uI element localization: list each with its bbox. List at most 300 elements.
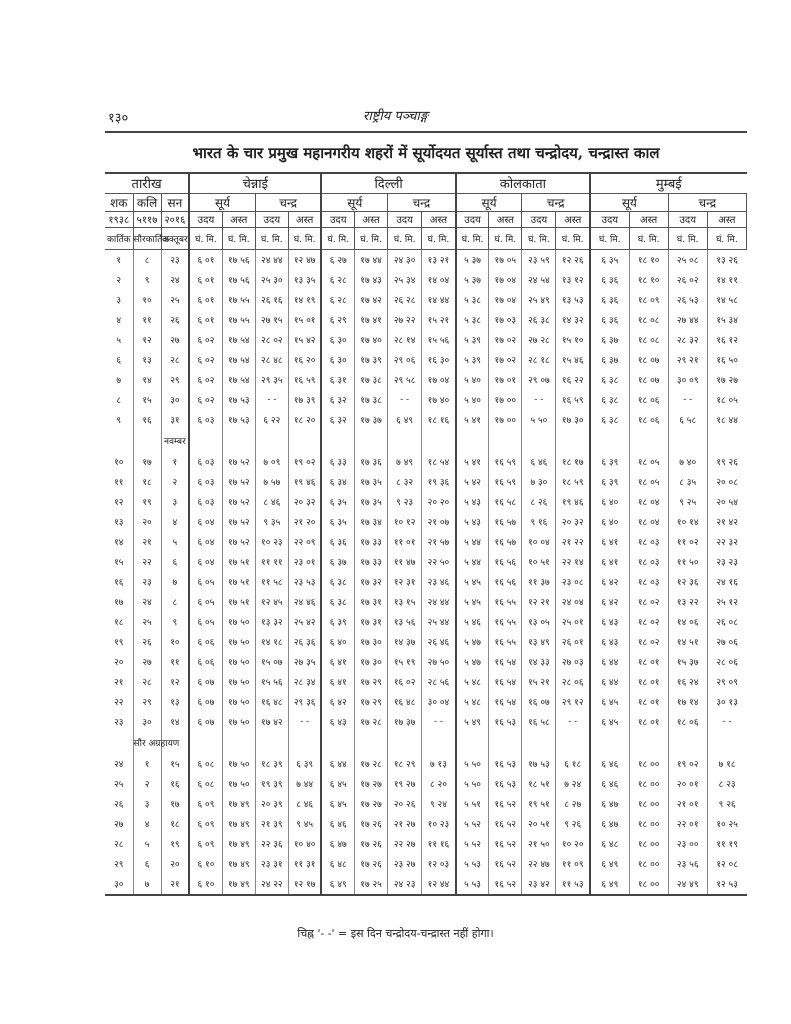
table-cell: १२ २१ — [522, 592, 556, 612]
table-cell: २१ ५७ — [422, 532, 456, 552]
table-cell: ६ २८ — [321, 290, 354, 310]
table-cell: १७ — [133, 452, 161, 472]
table-cell: १६ २० — [288, 350, 321, 370]
table-cell: १७ २७ — [355, 774, 388, 794]
table-cell: ६ ०७ — [189, 672, 222, 692]
table-cell: २९ ३५ — [255, 370, 288, 390]
table-cell: ६ ३५ — [321, 512, 354, 532]
table-cell: १७ ५५ — [222, 310, 255, 330]
table-cell: ६ ४८ — [321, 854, 354, 874]
table-cell: १७ — [161, 794, 189, 814]
table-cell: २१ ५० — [522, 834, 556, 854]
table-row — [105, 452, 747, 472]
table-cell: ६ ०९ — [189, 814, 222, 834]
table-cell: ६ ०४ — [189, 552, 222, 572]
table-cell: १८ ३९ — [255, 754, 288, 774]
table-cell: २९ ०६ — [388, 350, 422, 370]
table-cell: ६ ४५ — [590, 692, 629, 712]
table-cell: २४ — [133, 592, 161, 612]
table-row — [105, 410, 747, 430]
table-cell: ६ ४२ — [321, 692, 354, 712]
table-cell: २८ — [114, 840, 124, 850]
table-cell: १८ ०७ — [629, 350, 668, 370]
table-cell: १७ ४२ — [355, 290, 388, 310]
table-cell: १३ ३५ — [288, 270, 321, 290]
table-cell: ११ ०९ — [556, 854, 590, 874]
table-cell: ११ १९ — [707, 834, 746, 854]
table-cell: २६ ०८ — [707, 612, 746, 632]
table-cell: २५ ०१ — [556, 612, 590, 632]
table-cell: २७ १५ — [255, 310, 288, 330]
table-cell: ६ १८ — [556, 754, 590, 774]
table-cell: ९ २४ — [422, 794, 456, 814]
footnote: चिह्न '- -' = इस दिन चन्द्रोदय-चन्द्रास्त नहीं होगा। — [297, 927, 494, 940]
table-row — [105, 270, 747, 290]
table-cell: २६ ०२ — [668, 270, 707, 290]
unit-label: घं. मि. — [222, 227, 255, 249]
table-cell: १६ — [114, 578, 124, 588]
table-cell: २५ ०८ — [668, 249, 707, 270]
table-cell: १० २३ — [255, 532, 288, 552]
table-cell: ८ ४६ — [288, 794, 321, 814]
table-cell: २० ३२ — [556, 512, 590, 532]
table-cell: ६ २२ — [255, 410, 288, 430]
table-cell: १६ ५९ — [288, 370, 321, 390]
table-cell: १४ ०६ — [668, 612, 707, 632]
table-cell: ९ ३५ — [255, 512, 288, 532]
table-cell: ६ ०३ — [189, 452, 222, 472]
table-cell: ६ — [161, 552, 189, 572]
table-cell: २१ ०१ — [668, 794, 707, 814]
table-row — [105, 592, 747, 612]
table-cell: २६ ३६ — [288, 632, 321, 652]
delhi-moon-set-header: अस्त — [422, 211, 456, 227]
table-cell: १७ ३१ — [355, 612, 388, 632]
table-cell: १७ ५१ — [222, 592, 255, 612]
unit-label: घं. मि. — [629, 227, 668, 249]
table-cell: १६ — [133, 410, 161, 430]
table-cell: १७ २९ — [355, 692, 388, 712]
table-cell: ६ ३८ — [321, 572, 354, 592]
table-cell: १४ — [114, 538, 124, 548]
table-cell: २० ३२ — [288, 492, 321, 512]
table-cell: १७ ०४ — [489, 270, 522, 290]
table-cell: ६ ३८ — [590, 390, 629, 410]
table-cell: ७ १८ — [707, 754, 746, 774]
table-cell: ८ २७ — [556, 794, 590, 814]
table-cell: १७ ५० — [222, 632, 255, 652]
table-cell: ५ ४४ — [456, 532, 489, 552]
table-cell: १७ ३९ — [288, 390, 321, 410]
table-cell: ६ ४५ — [321, 794, 354, 814]
month-shaka: कार्तिक — [105, 227, 133, 249]
table-cell: १२ — [133, 330, 161, 350]
table-cell: १७ ५२ — [222, 472, 255, 492]
table-cell: २७ ५० — [422, 652, 456, 672]
table-cell: १६ ५२ — [489, 814, 522, 834]
unit-label: घं. मि. — [422, 227, 456, 249]
table-cell: २ — [116, 276, 122, 286]
table-row — [105, 472, 747, 492]
table-cell: ६ ३१ — [321, 370, 354, 390]
table-cell: ६ ३६ — [590, 290, 629, 310]
table-cell: १८ ०१ — [629, 692, 668, 712]
table-cell: ६ ३४ — [321, 472, 354, 492]
table-cell: ९ — [161, 612, 189, 632]
table-cell: १७ ३० — [355, 632, 388, 652]
table-cell: ६ ४७ — [590, 794, 629, 814]
table-cell: ६ ४८ — [590, 834, 629, 854]
col-shaka: शक — [105, 193, 133, 211]
kolkata-sun-set-header: अस्त — [489, 211, 522, 227]
table-cell: १७ ३० — [355, 652, 388, 672]
table-cell: २४ — [114, 760, 124, 770]
table-cell: १७ ४४ — [355, 249, 388, 270]
table-cell: १ — [161, 452, 189, 472]
table-cell: १५ ४२ — [288, 330, 321, 350]
table-cell: २० ०१ — [668, 774, 707, 794]
table-cell: १२ ५३ — [707, 874, 746, 895]
table-cell: १६ ३० — [422, 350, 456, 370]
table-cell: ६ ३९ — [288, 754, 321, 774]
table-cell: ३० — [161, 390, 189, 410]
table-cell: १८ ०४ — [629, 492, 668, 512]
table-cell: ९ २३ — [388, 492, 422, 512]
table-cell: १७ ५१ — [222, 572, 255, 592]
table-cell: १४ ०४ — [422, 270, 456, 290]
table-cell: २५ ३० — [255, 270, 288, 290]
table-cell: ११ — [114, 478, 124, 488]
table-cell: ५ ५३ — [456, 874, 489, 895]
table-cell: २१ ०७ — [422, 512, 456, 532]
table-cell: ६ ०१ — [189, 310, 222, 330]
table-cell: ४ — [133, 814, 161, 834]
month-san: अक्तूबर — [161, 227, 189, 249]
table-cell: १७ ३५ — [355, 492, 388, 512]
table-cell: १६ ५२ — [489, 874, 522, 895]
table-cell: २७ ०३ — [556, 652, 590, 672]
table-cell: १३ १२ — [556, 270, 590, 290]
table-cell: ११ — [133, 310, 161, 330]
table-cell: २३ — [133, 572, 161, 592]
table-cell: २८ ३२ — [668, 330, 707, 350]
table-cell: ११ ५८ — [255, 572, 288, 592]
table-cell: २३ ०८ — [556, 572, 590, 592]
table-cell: १७ ३० — [556, 410, 590, 430]
table-cell: ३० ०४ — [422, 692, 456, 712]
table-cell: १८ १६ — [422, 410, 456, 430]
table-cell: १८ ०६ — [668, 712, 707, 732]
table-cell: ५ — [161, 532, 189, 552]
table-cell: ७ ४४ — [288, 774, 321, 794]
table-cell: ५ ५२ — [456, 834, 489, 854]
table-cell: ३ — [116, 296, 122, 306]
table-cell: ८ २० — [422, 774, 456, 794]
table-cell: १८ — [161, 814, 189, 834]
table-cell: ८ — [161, 592, 189, 612]
table-cell: १५ ०७ — [255, 652, 288, 672]
table-cell: २७ — [114, 820, 124, 830]
table-cell: ६ ०५ — [189, 592, 222, 612]
table-cell: २६ २८ — [388, 290, 422, 310]
table-row — [105, 310, 747, 330]
city-kolkata: कोलकाता — [456, 173, 590, 193]
table-cell: १६ ५३ — [489, 754, 522, 774]
table-cell: २८ ३४ — [288, 672, 321, 692]
table-cell: १७ ३५ — [355, 472, 388, 492]
table-cell: ६ ०७ — [189, 692, 222, 712]
table-cell: १७ ५४ — [222, 350, 255, 370]
table-cell: ७ ५७ — [255, 472, 288, 492]
table-cell: ६ १० — [189, 854, 222, 874]
table-body — [105, 249, 747, 895]
table-cell: १७ ०२ — [489, 330, 522, 350]
table-cell: १७ ५३ — [222, 410, 255, 430]
table-cell: २१ ३९ — [255, 814, 288, 834]
table-cell: ६ ४० — [590, 492, 629, 512]
chennai-sun-set-header: अस्त — [222, 211, 255, 227]
table-cell: ६ ४६ — [321, 814, 354, 834]
table-cell: ५ ३८ — [456, 290, 489, 310]
table-cell: १४ ३७ — [388, 632, 422, 652]
table-cell: १८ १० — [629, 249, 668, 270]
table-cell: १७ ५० — [222, 754, 255, 774]
table-cell: १९ — [114, 638, 124, 648]
city-delhi: दिल्ली — [321, 173, 455, 193]
table-cell: ५ ५३ — [456, 854, 489, 874]
table-cell: २९ ०७ — [522, 370, 556, 390]
table-row — [105, 712, 747, 732]
table-cell: ११ ३७ — [522, 572, 556, 592]
table-cell: २९ ०९ — [707, 672, 746, 692]
table-cell: १८ ०५ — [629, 452, 668, 472]
unit-label: घं. मि. — [288, 227, 321, 249]
table-cell: ११ ३१ — [288, 854, 321, 874]
table-cell: १७ ०३ — [489, 310, 522, 330]
table-cell: २८ १८ — [522, 350, 556, 370]
delhi-sun-header: सूर्य — [321, 193, 387, 211]
table-cell: २४ ५४ — [522, 270, 556, 290]
kolkata-sun-rise-header: उदय — [456, 211, 489, 227]
table-cell: १६ ५५ — [489, 612, 522, 632]
table-cell: १६ २४ — [668, 672, 707, 692]
table-cell: १८ ०० — [629, 754, 668, 774]
table-cell: १६ २२ — [556, 370, 590, 390]
table-cell: १७ ५० — [222, 712, 255, 732]
table-cell: १७ — [114, 598, 124, 608]
table-cell: १७ ५२ — [222, 532, 255, 552]
table-cell: १७ ५२ — [222, 512, 255, 532]
table-cell: ८ २३ — [707, 774, 746, 794]
table-cell: १७ ३६ — [355, 452, 388, 472]
table-cell: ६ ०९ — [189, 794, 222, 814]
table-cell: २२ ३२ — [707, 532, 746, 552]
table-cell: १७ २६ — [355, 814, 388, 834]
table-cell: २३ — [161, 249, 189, 270]
table-cell: २३ ४६ — [422, 572, 456, 592]
table-cell: ११ ५० — [668, 552, 707, 572]
table-cell: २० ५४ — [707, 492, 746, 512]
table-cell: १९ ५१ — [522, 794, 556, 814]
table-cell: १८ ०८ — [629, 310, 668, 330]
table-cell: १० १४ — [668, 512, 707, 532]
table-row — [105, 754, 747, 774]
table-cell: १५ ३७ — [668, 652, 707, 672]
table-cell: ९ ४५ — [288, 814, 321, 834]
table-cell: १९ — [161, 834, 189, 854]
table-cell: २४ — [161, 270, 189, 290]
table-cell: २८ ४८ — [255, 350, 288, 370]
table-cell: ५ ४२ — [456, 472, 489, 492]
table-cell: १२ २६ — [556, 249, 590, 270]
table-cell: - - — [668, 390, 707, 410]
table-cell: ६ ४४ — [590, 652, 629, 672]
table-cell: १८ — [133, 472, 161, 492]
table-cell: १२ ४७ — [288, 249, 321, 270]
table-cell: ५ ५० — [522, 410, 556, 430]
table-cell: २३ ४२ — [522, 874, 556, 895]
table-row — [105, 672, 747, 692]
table-cell: १० २५ — [707, 814, 746, 834]
chennai-moon-header: चन्द्र — [255, 193, 321, 211]
table-cell: १३ १५ — [388, 592, 422, 612]
table-cell: ७ ४९ — [388, 452, 422, 472]
chennai-sun-header: सूर्य — [189, 193, 255, 211]
table-cell: ६ ४९ — [321, 874, 354, 895]
table-cell: ६ ३६ — [590, 310, 629, 330]
table-cell: ६ ४९ — [388, 410, 422, 430]
table-cell: १० ४० — [288, 834, 321, 854]
table-cell: ६ ५८ — [668, 410, 707, 430]
table-cell: २३ ५९ — [522, 249, 556, 270]
table-cell: ६ ४७ — [590, 814, 629, 834]
table-cell: ६ ०६ — [189, 652, 222, 672]
table-cell: ६ ४३ — [590, 632, 629, 652]
table-cell: १५ ०१ — [288, 310, 321, 330]
table-cell: २९ १२ — [556, 692, 590, 712]
table-cell: १० ०४ — [522, 532, 556, 552]
table-cell: १४ ५१ — [668, 632, 707, 652]
table-cell: ५ ४३ — [456, 492, 489, 512]
table-cell: ५ ४७ — [456, 632, 489, 652]
table-row — [105, 854, 747, 874]
table-cell: १९ ४६ — [556, 492, 590, 512]
table-cell: १२ ०८ — [707, 854, 746, 874]
table-row — [105, 632, 747, 652]
table-cell: २४ २३ — [388, 874, 422, 895]
table-cell: ५ ४८ — [456, 692, 489, 712]
table-cell: १४ ५८ — [707, 290, 746, 310]
table-cell: १७ २८ — [355, 754, 388, 774]
table-cell: ५ ४४ — [456, 552, 489, 572]
table-cell: १६ ५६ — [489, 552, 522, 572]
mumbai-sun-rise-header: उदय — [590, 211, 629, 227]
table-cell: १४ ३२ — [556, 310, 590, 330]
table-cell: १७ ०१ — [489, 370, 522, 390]
table-cell: १८ ०० — [629, 834, 668, 854]
table-cell: १८ ०८ — [629, 330, 668, 350]
table-cell: १७ ५३ — [522, 754, 556, 774]
city-mumbai: मुम्बई — [590, 173, 746, 193]
table-cell: २९ — [114, 860, 124, 870]
table-cell: ६ ४३ — [590, 612, 629, 632]
table-cell: ११ — [161, 652, 189, 672]
table-cell: २६ — [161, 310, 189, 330]
table-cell: ६ ४४ — [321, 754, 354, 774]
table-cell: ५ ५० — [456, 754, 489, 774]
table-cell: ३ — [161, 492, 189, 512]
table-cell: २५ १२ — [707, 592, 746, 612]
table-cell: ६ ३२ — [321, 410, 354, 430]
table-cell: ३० १३ — [707, 692, 746, 712]
table-cell: १७ ०४ — [489, 290, 522, 310]
table-cell: १५ ३४ — [707, 310, 746, 330]
table-cell: २० २० — [422, 492, 456, 512]
table-cell: १७ ०२ — [489, 350, 522, 370]
table-cell: १८ ०३ — [629, 552, 668, 572]
table-cell: २० — [114, 658, 124, 668]
table-cell: - - — [422, 712, 456, 732]
table-cell: २४ ३० — [388, 249, 422, 270]
table-cell: १७ ४९ — [222, 854, 255, 874]
month-label-row — [105, 732, 747, 754]
table-cell: १४ ११ — [707, 270, 746, 290]
chennai-moon-set-header: अस्त — [288, 211, 321, 227]
table-cell: २० — [133, 512, 161, 532]
table-cell: २० ५१ — [522, 814, 556, 834]
table-cell: ६ ३५ — [590, 249, 629, 270]
table-cell: १८ ०० — [629, 854, 668, 874]
table-cell: ५ ४९ — [456, 712, 489, 732]
table-cell: २३ — [114, 718, 124, 728]
table-cell: १८ ०४ — [629, 512, 668, 532]
table-cell: २४ ०४ — [556, 592, 590, 612]
table-cell: १५ ५६ — [255, 672, 288, 692]
unit-label: घं. मि. — [388, 227, 422, 249]
table-cell: ६ ०१ — [189, 290, 222, 310]
table-cell: २४ ४९ — [668, 874, 707, 895]
table-cell: १६ १२ — [707, 330, 746, 350]
table-cell: ७ ३० — [522, 472, 556, 492]
month-label-row — [105, 430, 747, 452]
table-cell: ४ — [116, 316, 122, 326]
table-cell: ६ — [133, 854, 161, 874]
table-cell: २५ ३४ — [388, 270, 422, 290]
table-cell: २२ — [114, 698, 124, 708]
table-cell: १७ ३१ — [355, 592, 388, 612]
table-cell: १८ ५१ — [522, 774, 556, 794]
unit-label: घं. मि. — [668, 227, 707, 249]
table-cell: २ — [161, 472, 189, 492]
table-cell: ६ ३९ — [590, 472, 629, 492]
table-cell: १३ ४९ — [522, 632, 556, 652]
table-cell: १७ २६ — [355, 834, 388, 854]
table-cell: २५ ४४ — [422, 612, 456, 632]
table-cell: ६ ०१ — [189, 249, 222, 270]
table-row — [105, 552, 747, 572]
table-cell: १८ ०३ — [629, 572, 668, 592]
table-cell: १७ ४१ — [355, 310, 388, 330]
table-cell: ८ — [116, 396, 122, 406]
table-cell: ६ ०८ — [189, 774, 222, 794]
table-cell: ५ ३९ — [456, 350, 489, 370]
table-cell: ५ ५१ — [456, 794, 489, 814]
table-row — [105, 390, 747, 410]
table-cell: २१ २२ — [556, 532, 590, 552]
table-cell: १ — [116, 256, 122, 266]
table-cell: १२ — [161, 672, 189, 692]
table-cell: ९ २६ — [556, 814, 590, 834]
